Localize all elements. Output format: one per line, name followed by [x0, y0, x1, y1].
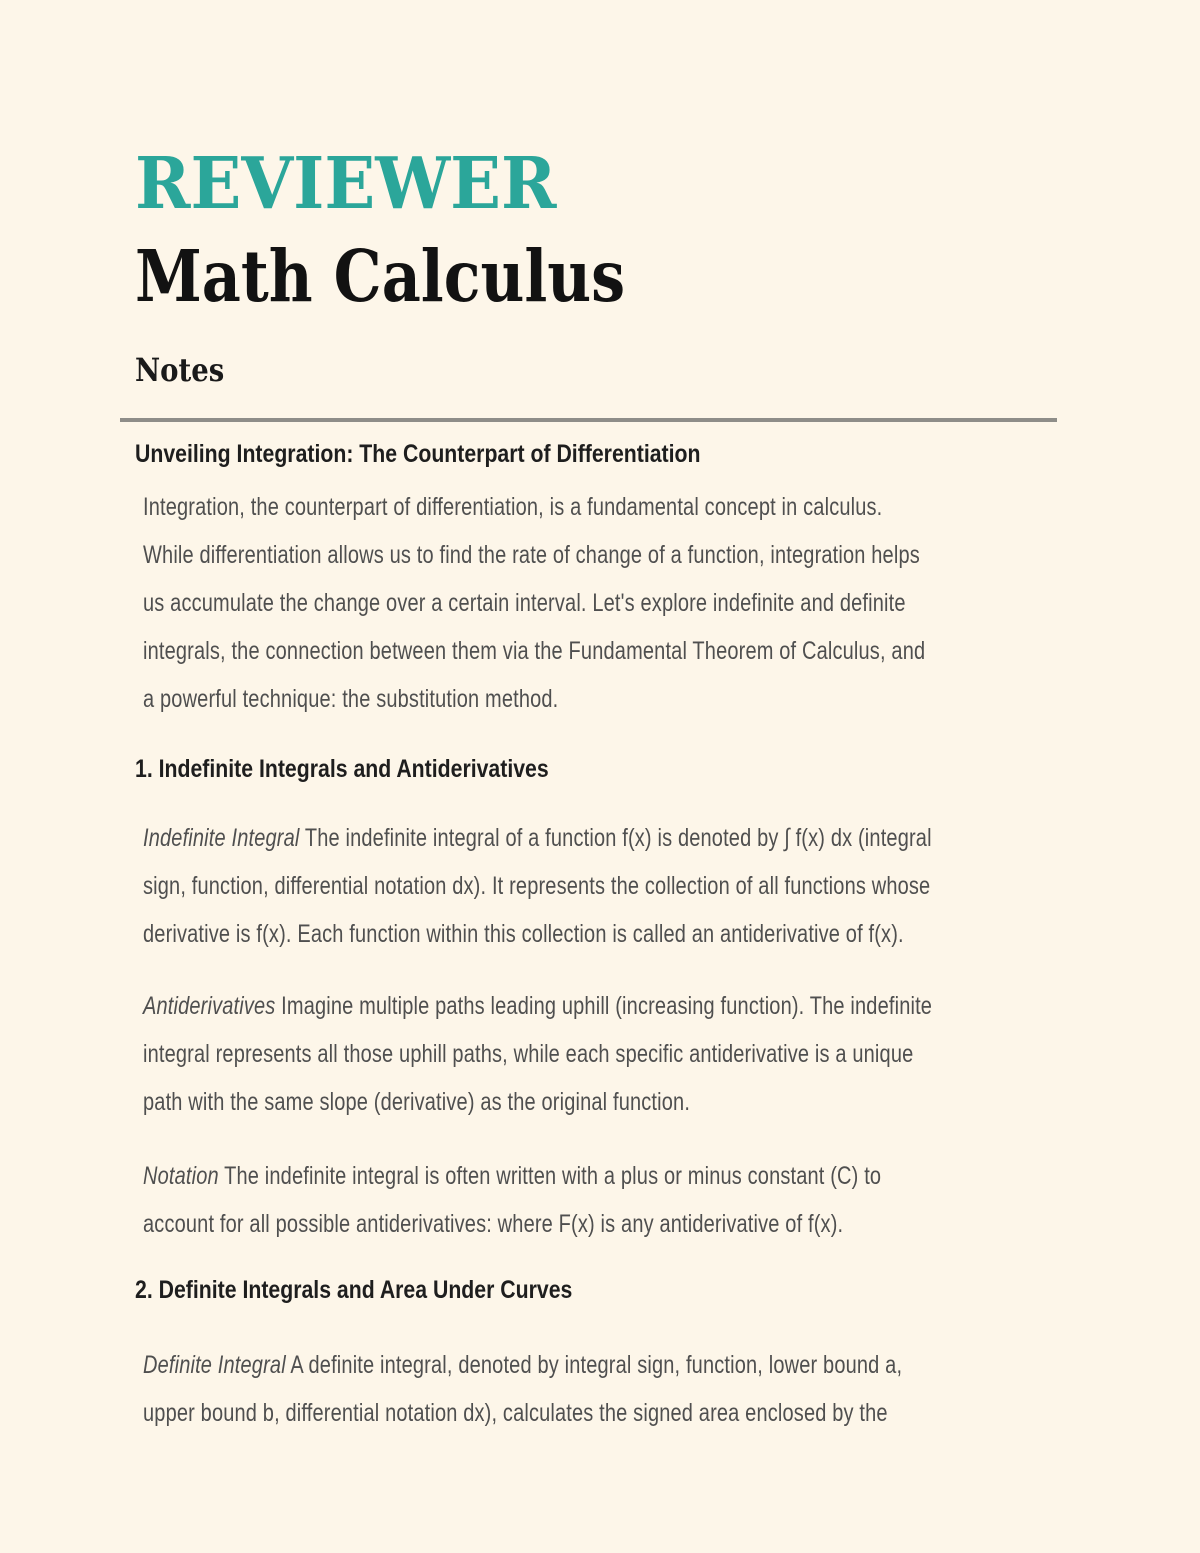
line-text: path with the same slope (derivative) as the original function. [143, 1088, 691, 1116]
line-text: sign, function, differential notation dx). It represents the collection of all functions whose [143, 872, 931, 900]
paragraph-line [143, 579, 1140, 627]
paragraph-line [143, 982, 1140, 1030]
paragraph-line [143, 1078, 1140, 1126]
line-text: derivative is f(x). Each function within this collection is called an antiderivative of f(x). [143, 920, 904, 948]
paragraph [135, 982, 1140, 1126]
paragraph-line [143, 1341, 1140, 1389]
document-label [135, 351, 1140, 389]
paragraph-line [143, 814, 1140, 862]
line-text: upper bound b, differential notation dx), calculates the signed area enclosed by the [143, 1399, 888, 1427]
paragraph-line [143, 1152, 1140, 1200]
line-text: Integration, the counterpart of differentiation, is a fundamental concept in calculus. [143, 493, 883, 521]
paragraph-line-text [143, 579, 906, 627]
line-text: a powerful technique: the substitution method. [143, 685, 559, 713]
paragraph-line-text [143, 1152, 881, 1200]
paragraph-line-text [143, 1389, 888, 1437]
line-text: Imagine multiple paths leading uphill (increasing function). The indefinite [275, 992, 933, 1020]
document-label-text: Notes [135, 351, 225, 389]
term-italic: Notation [143, 1162, 219, 1190]
line-text: The indefinite integral is often written with a plus or minus constant (C) to [218, 1162, 882, 1190]
document-subtitle [135, 234, 1140, 318]
line-text: The indefinite integral of a function f(x) is denoted by ∫ f(x) dx (integral [299, 824, 932, 852]
paragraph-line-text [143, 627, 925, 675]
section-heading-text: 2. Definite Integrals and Area Under Curves [135, 1276, 573, 1304]
section-heading-text: Unveiling Integration: The Counterpart of Differentiation [135, 440, 701, 468]
paragraph-line [143, 1200, 1140, 1248]
section-heading-text: 1. Indefinite Integrals and Antiderivatives [135, 755, 549, 783]
paragraph-line [143, 531, 1140, 579]
paragraph [135, 483, 1140, 723]
divider-rule [120, 418, 1057, 422]
line-text: integrals, the connection between them via the Fundamental Theorem of Calculus, and [143, 637, 926, 665]
paragraph-line [143, 862, 1140, 910]
section-indefinite-integrals [135, 753, 1140, 1248]
paragraph-line [143, 483, 1140, 531]
section-unveiling-integration [135, 438, 1140, 723]
paragraph-line-text [143, 1030, 913, 1078]
paragraph [135, 1152, 1140, 1248]
paragraph-line-text [143, 814, 932, 862]
section-heading [135, 1274, 1140, 1307]
paragraph [135, 1341, 1140, 1437]
paragraph-line-text [143, 1200, 843, 1248]
paragraph-line-text [143, 910, 904, 958]
section-heading [135, 438, 1140, 471]
line-text: account for all possible antiderivatives: where F(x) is any antiderivative of f(x). [143, 1210, 844, 1238]
term-italic: Definite Integral [143, 1351, 286, 1379]
paragraph-line [143, 675, 1140, 723]
paragraph-line-text [143, 1341, 902, 1389]
paragraph-line [143, 627, 1140, 675]
section-heading [135, 753, 1140, 786]
document-title-text: REVIEWER [135, 141, 557, 225]
line-text: A definite integral, denoted by integral sign, function, lower bound a, [285, 1351, 903, 1379]
line-text: While differentiation allows us to find the rate of change of a function, integration helps [143, 541, 920, 569]
paragraph-line-text [143, 531, 920, 579]
line-text: integral represents all those uphill paths, while each specific antiderivative is a unique [143, 1040, 914, 1068]
section-definite-integrals [135, 1274, 1140, 1437]
paragraph-line-text [143, 675, 558, 723]
paragraph-line-text [143, 862, 930, 910]
paragraph-line [143, 910, 1140, 958]
paragraph [135, 814, 1140, 958]
document-subtitle-text: Math Calculus [135, 234, 626, 318]
term-italic: Antiderivatives [143, 992, 276, 1020]
term-italic: Indefinite Integral [143, 824, 300, 852]
paragraph-line-text [143, 483, 882, 531]
document-title [135, 141, 1140, 225]
paragraph-line-text [143, 982, 932, 1030]
paragraph-line [143, 1030, 1140, 1078]
line-text: us accumulate the change over a certain interval. Let's explore indefinite and definite [143, 589, 906, 617]
paragraph-line [143, 1389, 1140, 1437]
paragraph-line-text [143, 1078, 690, 1126]
